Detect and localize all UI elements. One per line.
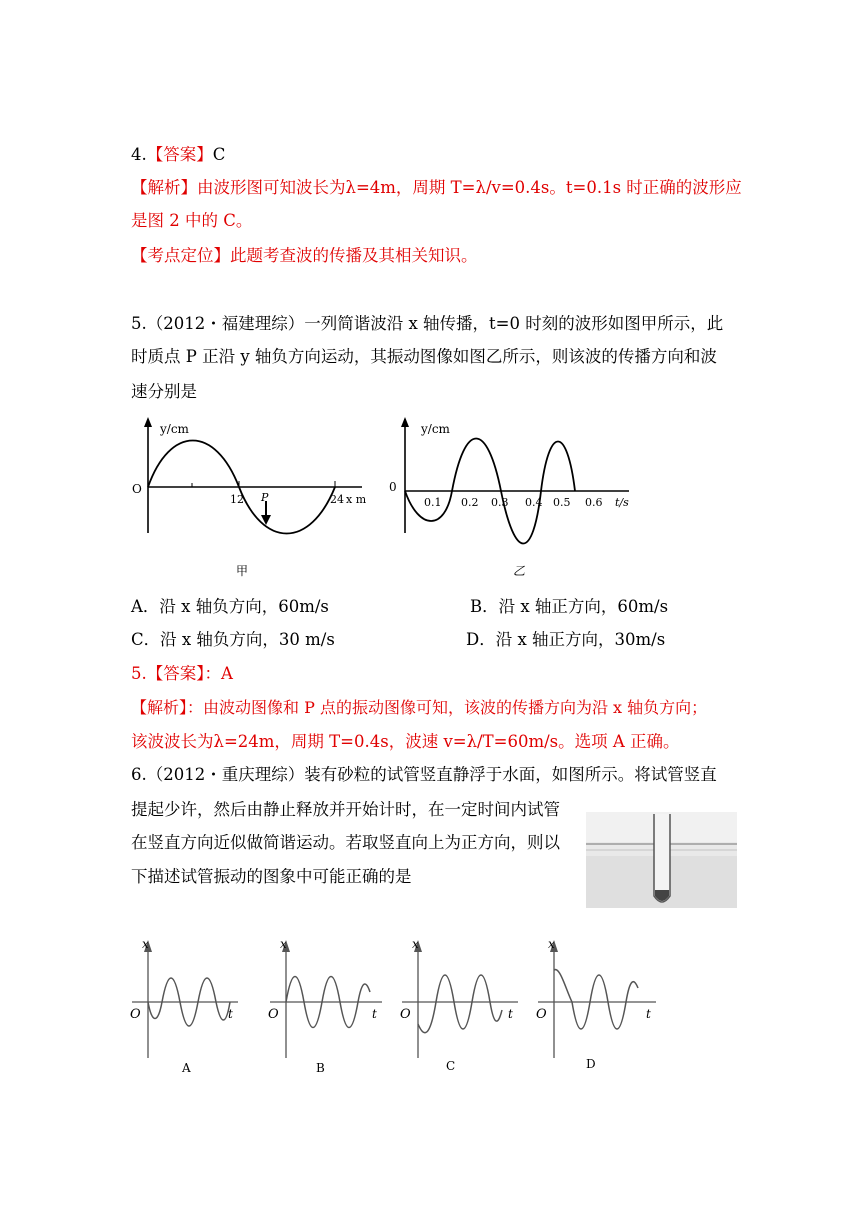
graph-b (264, 930, 384, 1080)
q5-option-d: D．沿 x 轴正方向，30m/s (466, 630, 666, 649)
q4-answer: 4.【答案】C (131, 145, 226, 164)
graph-b-origin: O (268, 1007, 279, 1022)
jia-tick-12: 12 (230, 493, 244, 506)
graph-b-ylabel: x (280, 937, 287, 951)
graph-d-origin: O (536, 1007, 547, 1022)
graph-c-curve (418, 975, 502, 1033)
q5-stem-line2: 时质点 P 正沿 y 轴负方向运动，其振动图像如图乙所示，则该波的传播方向和波 (131, 347, 717, 366)
graph-c-xlabel: t (508, 1007, 513, 1021)
yi-origin: 0 (389, 480, 397, 494)
q5-stem-line1: 5.（2012・福建理综）一列简谐波沿 x 轴传播，t=0 时刻的波形如图甲所示，此 (131, 314, 724, 333)
jia-caption: 甲 (236, 564, 249, 578)
graph-a-caption: A (182, 1061, 191, 1075)
jia-ylabel: y/cm (160, 422, 189, 436)
yi-tick-3: 0.3 (491, 496, 509, 509)
q6-stem-line1: 6.（2012・重庆理综）装有砂粒的试管竖直静浮于水面，如图所示。将试管竖直 (131, 765, 717, 784)
graph-a-ylabel: x (142, 937, 149, 951)
yi-tick-6: 0.6 (585, 496, 603, 509)
q6-stem-line2: 提起少许，然后由静止释放并开始计时，在一定时间内试管 (131, 800, 560, 819)
q5-option-c: C．沿 x 轴负方向，30 m/s (131, 630, 335, 649)
yi-caption: 乙 (513, 564, 526, 578)
graph-c-caption: C (446, 1059, 456, 1073)
graph-d-ylabel: x (548, 937, 555, 951)
figure-yi (385, 415, 635, 585)
yi-tick-1: 0.1 (424, 496, 442, 509)
graph-c-ylabel: x (412, 937, 419, 951)
graph-d-caption: D (586, 1057, 596, 1071)
q5-stem-line3: 速分别是 (131, 382, 197, 401)
graph-a-origin: O (130, 1007, 141, 1022)
graph-c-origin: O (400, 1007, 411, 1022)
graph-a-xlabel: t (228, 1007, 233, 1021)
graph-b-caption: B (316, 1061, 325, 1075)
jia-tick-24: 24 (330, 493, 344, 506)
graph-d-curve (554, 970, 638, 1029)
jia-tick-p: P (261, 491, 269, 504)
yi-tick-4: 0.4 (525, 496, 543, 509)
yi-tick-5: 0.5 (553, 496, 571, 509)
yi-ylabel: y/cm (421, 422, 450, 436)
q4-analysis-line1: 【解析】由波形图可知波长为λ=4m，周期 T=λ/v=0.4s。t=0.1s 时正确的波形应 (131, 178, 742, 197)
yi-tick-2: 0.2 (461, 496, 479, 509)
figure-jia (130, 415, 370, 585)
graph-c (396, 930, 521, 1080)
q6-stem-line4: 下描述试管振动的图象中可能正确的是 (131, 867, 412, 886)
yi-xlabel: t/s (615, 496, 629, 509)
q5-option-a: A．沿 x 轴负方向，60m/s (131, 597, 329, 616)
q4-point: 【考点定位】此题考查波的传播及其相关知识。 (131, 246, 478, 265)
graph-b-xlabel: t (372, 1007, 377, 1021)
graph-d (532, 930, 660, 1080)
graph-a (126, 930, 241, 1080)
graph-d-xlabel: t (646, 1007, 651, 1021)
jia-xlabel: x m (346, 493, 367, 506)
jia-origin: O (132, 482, 142, 496)
test-tube-photo (586, 812, 737, 908)
q5-analysis-line2: 该波波长为λ=24m，周期 T=0.4s，波速 v=λ/T=60m/s。选项 A 正确。 (131, 732, 680, 751)
q4-analysis-line2: 是图 2 中的 C。 (131, 211, 253, 230)
q5-answer: 5.【答案】：A (131, 664, 233, 683)
q5-option-b: B．沿 x 轴正方向，60m/s (470, 597, 669, 616)
q5-analysis-line1: 【解析】：由波动图像和 P 点的振动图像可知，该波的传播方向为沿 x 轴负方向； (131, 698, 708, 717)
q6-stem-line3: 在竖直方向近似做简谐运动。若取竖直向上为正方向，则以 (131, 833, 560, 852)
